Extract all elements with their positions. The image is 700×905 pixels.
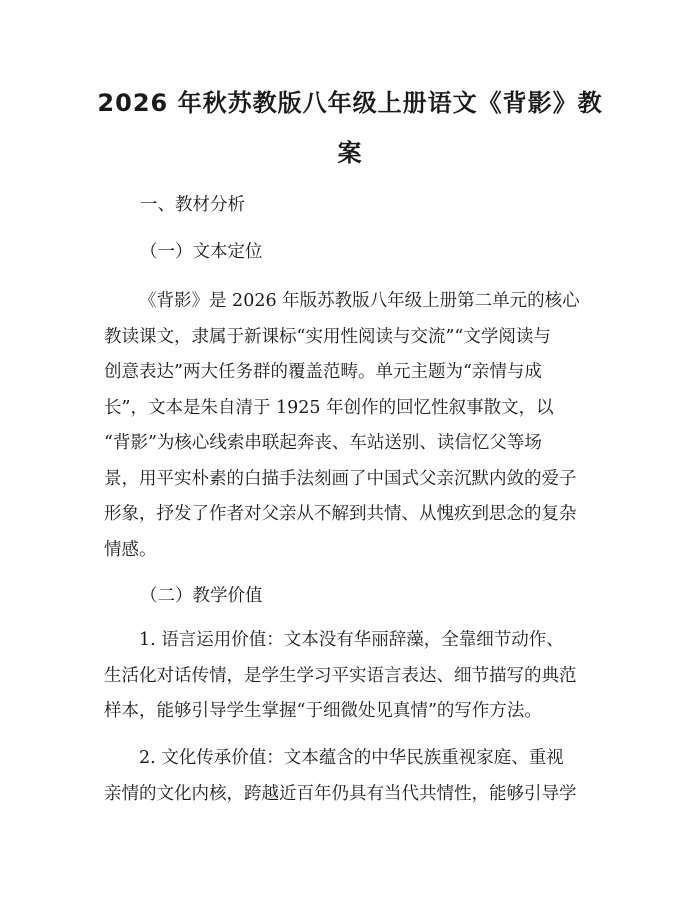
paragraph-line: 样本，能够引导学生掌握“于细微处见真情”的写作方法。 — [104, 701, 542, 721]
paragraph-line: 生活化对话传情，是学生学习平实语言表达、细节描写的典范 — [104, 665, 577, 686]
paragraph-line: 创意表达”两大任务群的覆盖范畴。单元主题为“亲情与成 — [104, 362, 542, 382]
paragraph-language-value — [104, 623, 599, 730]
paragraph-text-positioning — [104, 284, 599, 568]
title-line-2: 案 — [337, 139, 363, 167]
paragraph-line: 景，用平实朴素的白描手法刻画了中国式父亲沉默内敛的爱子 — [104, 468, 577, 489]
paragraph-line: 1. 语言运用价值：文本没有华丽辞藻，全靠细节动作、 — [139, 630, 564, 650]
section-heading-analysis: 一、教材分析 — [140, 195, 245, 215]
paragraph-line: 情感。 — [104, 539, 157, 560]
paragraph-line: “背影”为核心线索串联起奔丧、车站送别、读信忆父等场 — [104, 433, 542, 453]
paragraph-line: 教读课文，隶属于新课标“实用性阅读与交流”“文学阅读与 — [104, 326, 551, 347]
subsection-heading-value: （二）教学价值 — [140, 586, 263, 606]
paragraph-line: 长”，文本是朱自清于 1925 年创作的回忆性叙事散文，以 — [104, 397, 554, 418]
paragraph-culture-value — [104, 741, 599, 812]
paragraph-line: 2. 文化传承价值：文本蕴含的中华民族重视家庭、重视 — [139, 748, 564, 768]
paragraph-line: 亲情的文化内核，跨越近百年仍具有当代共情性，能够引导学 — [104, 783, 577, 804]
subsection-heading-positioning: （一）文本定位 — [140, 242, 263, 262]
title-line-1: 2026 年秋苏教版八年级上册语文《背影》教 — [97, 89, 603, 117]
paragraph-line: 《背影》是 2026 年版苏教版八年级上册第二单元的核心 — [139, 291, 580, 311]
paragraph-line: 形象，抒发了作者对父亲从不解到共情、从愧疚到思念的复杂 — [104, 504, 577, 524]
document-title — [95, 78, 605, 178]
